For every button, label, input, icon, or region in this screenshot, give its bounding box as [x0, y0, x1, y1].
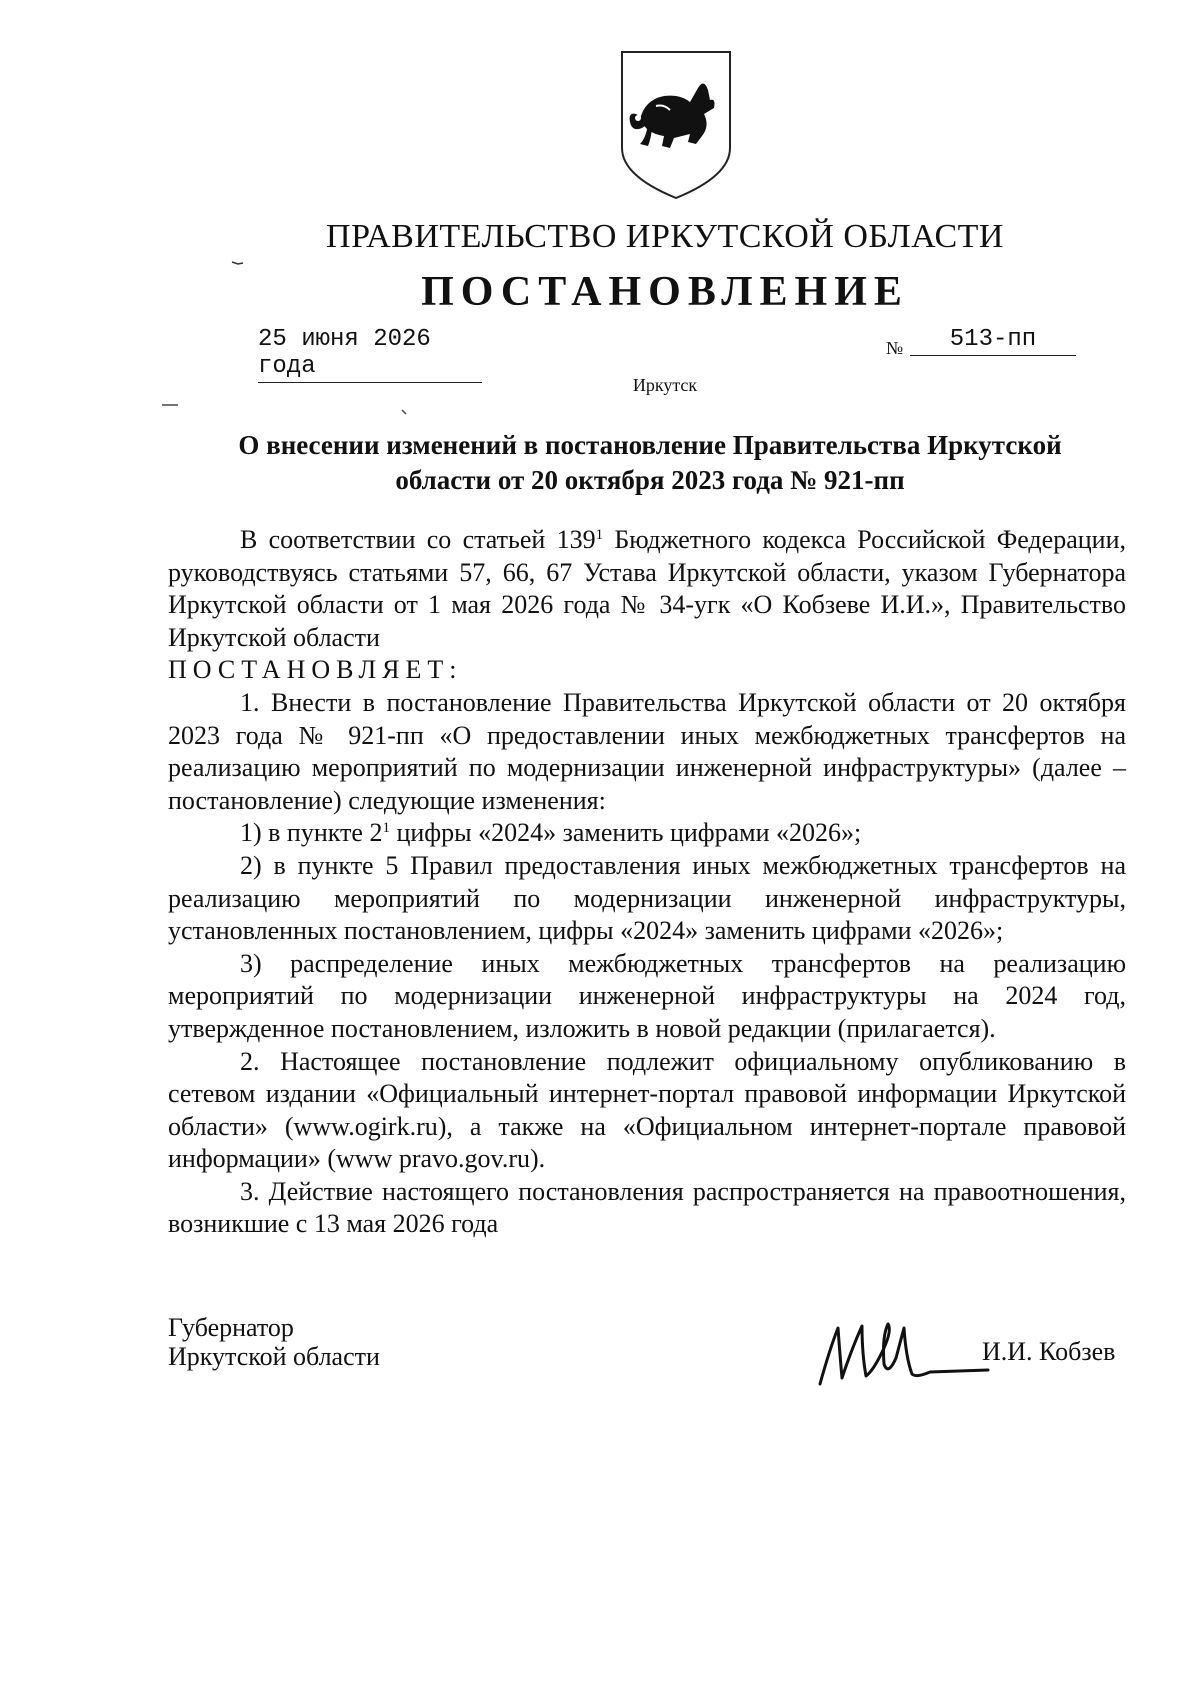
- signatory-position: [168, 1313, 380, 1371]
- document-type: ПОСТАНОВЛЕНИЕ: [421, 269, 909, 315]
- intro-paragraph: [168, 524, 1126, 654]
- item-2: 2. Настоящее постановление подлежит официальному опубликованию в сетевом издании «Официальный интернет-портал правовой информации Иркутской области» (www.ogirk.ru), а также на «Официальном интернет-портале правовой информации» (www pravo.gov.ru).: [168, 1046, 1126, 1174]
- irkutsk-coat-of-arms-icon: [618, 48, 734, 200]
- city: Иркутск: [632, 375, 698, 395]
- item-1-1-text-b: цифры «2024» заменить цифрами «2026»;: [389, 818, 862, 848]
- position-line-2: Иркутской области: [168, 1342, 380, 1371]
- item-1: 1. Внести в постановление Правительства Иркутской области от 20 октября 2023 года № 921-пп «О предоставлении иных межбюджетных трансфертов на реализацию мероприятий по модернизации инженерной инфраструктуры» (далее – постановление) следующие изменения:: [168, 687, 1126, 815]
- document-title: [170, 428, 1130, 498]
- document-number: 513-пп: [910, 326, 1076, 356]
- item-1-1-superscript: 1: [382, 820, 390, 837]
- item-1-1: [168, 817, 1126, 850]
- signatory-name: И.И. Кобзев: [982, 1337, 1116, 1366]
- decree-word: ПОСТАНОВЛЯЕТ:: [168, 655, 463, 685]
- document-date: 25 июня 2026 года: [258, 326, 482, 383]
- position-line-1: Губернатор: [168, 1313, 294, 1342]
- item-3: 3. Действие настоящего постановления распространяется на правоотношения, возникшие с 13 мая 2026 года: [168, 1176, 1126, 1239]
- item-1-1-text-a: 1) в пункте 2: [240, 818, 383, 848]
- item-1-3: 3) распределение иных межбюджетных трансфертов на реализацию мероприятий по модернизации инженерной инфраструктуры на 2024 год, утвержденное постановлением, изложить в новой редакции (прилагается).: [168, 948, 1126, 1043]
- title-line-1: О внесении изменений в постановление Правительства Иркутской: [238, 430, 1062, 460]
- organization-name: ПРАВИТЕЛЬСТВО ИРКУТСКОЙ ОБЛАСТИ: [326, 218, 1004, 255]
- number-sign: №: [886, 338, 904, 358]
- title-line-2: области от 20 октября 2023 года № 921-пп: [395, 465, 905, 495]
- item-1-2: 2) в пункте 5 Правил предоставления иных межбюджетных трансфертов на реализацию мероприятий по модернизации инженерной инфраструктуры, установленных постановлением, цифры «2024» заменить цифрами «2026»;: [168, 850, 1126, 946]
- intro-text-b: Бюджетного кодекса Российской Федерации, руководствуясь статьями 57, 66, 67 Устава Иркутской области, указом Губернатора Иркутской области от 1 мая 2026 года № 34-угк «О Кобзеве И.И.», Правительство Иркутской области: [168, 525, 1126, 652]
- document-body: [168, 524, 1126, 1241]
- handwritten-signature-icon: [812, 1308, 992, 1390]
- intro-superscript: 1: [595, 527, 604, 543]
- intro-text-a: В соответствии со статьей 139: [240, 525, 596, 554]
